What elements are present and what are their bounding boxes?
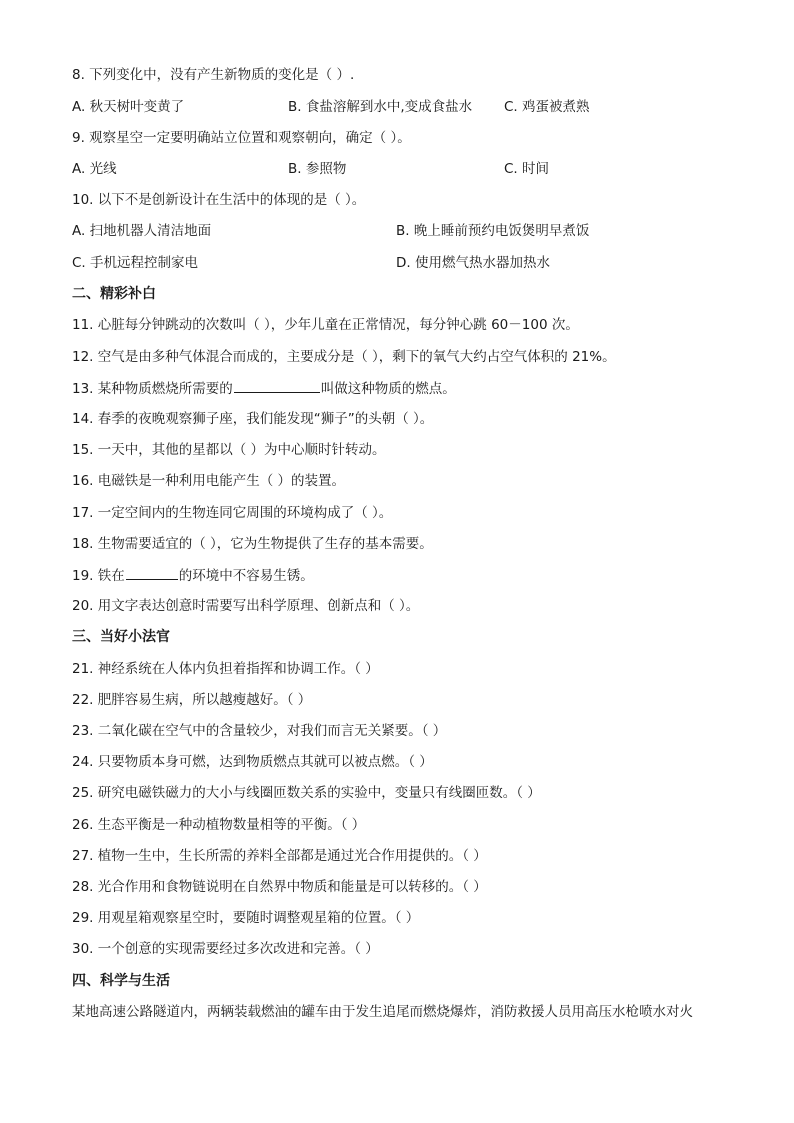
option-d: D. 使用燃气热水器加热水 [396, 255, 550, 271]
option-c: C. 手机远程控制家电 [72, 255, 199, 271]
section-heading-2: 二、精彩补白 [72, 286, 156, 302]
question-11: 11. 心脏每分钟跳动的次数叫（ ），少年儿童在正常情况，每分钟心跳 60－100 次。 [72, 317, 579, 333]
question-21: 21. 神经系统在人体内负担着指挥和协调工作。（ ） [72, 661, 379, 677]
option-a: A. 光线 [72, 161, 117, 177]
question-12: 12. 空气是由多种气体混合而成的，主要成分是（ ），剩下的氧气大约占空气体积的 21%。 [72, 349, 616, 365]
question-10-stem: 10. 以下不是创新设计在生活中的体现的是（ ）。 [72, 192, 366, 208]
question-8 [72, 66, 752, 84]
question-9-stem: 9. 观察星空一定要明确站立位置和观察朝向，确定（ ）。 [72, 130, 411, 146]
question-8-options [72, 98, 752, 116]
question-25: 25. 研究电磁铁磁力的大小与线圈匝数关系的实验中，变量只有线圈匝数。（ ） [72, 785, 541, 801]
option-c: C. 时间 [504, 161, 550, 177]
question-9 [72, 129, 752, 147]
option-b: B. 参照物 [288, 161, 347, 177]
question-13 [72, 379, 752, 398]
option-b: B. 晚上睡前预约电饭煲明早煮饭 [396, 223, 590, 239]
question-10 [72, 191, 752, 209]
option-a: A. 扫地机器人清洁地面 [72, 223, 212, 239]
question-15: 15. 一天中，其他的星都以（ ）为中心顺时针转动。 [72, 442, 386, 458]
passage-text: 某地高速公路隧道内，两辆装载燃油的罐车由于发生追尾而燃烧爆炸，消防救援人员用高压水枪喷水对火 [72, 1004, 693, 1020]
question-30: 30. 一个创意的实现需要经过多次改进和完善。（ ） [72, 941, 379, 957]
question-26: 26. 生态平衡是一种动植物数量相等的平衡。（ ） [72, 817, 366, 833]
section-heading-3: 三、当好小法官 [72, 629, 170, 645]
question-19-before: 19. 铁在 [72, 568, 125, 584]
question-18: 18. 生物需要适宜的（ ），它为生物提供了生存的基本需要。 [72, 536, 433, 552]
answer-blank-line [234, 379, 320, 393]
question-13-before: 13. 某种物质燃烧所需要的 [72, 381, 233, 397]
question-9-options [72, 160, 752, 178]
question-23: 23. 二氧化碳在空气中的含量较少，对我们而言无关紧要。（ ） [72, 723, 447, 739]
option-c: C. 鸡蛋被煮熟 [504, 99, 590, 115]
question-24: 24. 只要物质本身可燃，达到物质燃点其就可以被点燃。（ ） [72, 754, 433, 770]
question-19 [72, 566, 752, 585]
question-19-after: 的环境中不容易生锈。 [178, 568, 314, 584]
question-8-stem: 8. 下列变化中，没有产生新物质的变化是（ ）. [72, 67, 355, 83]
question-29: 29. 用观星箱观察星空时，要随时调整观星箱的位置。（ ） [72, 910, 420, 926]
question-10-options-row2 [72, 254, 752, 272]
question-13-after: 叫做这种物质的燃点。 [320, 381, 456, 397]
question-20: 20. 用文字表达创意时需要写出科学原理、创新点和（ ）。 [72, 598, 420, 614]
question-14: 14. 春季的夜晚观察狮子座，我们能发现“狮子”的头朝（ ）。 [72, 411, 434, 427]
answer-blank-line [126, 566, 178, 580]
question-28: 28. 光合作用和食物链说明在自然界中物质和能量是可以转移的。（ ） [72, 879, 487, 895]
question-17: 17. 一定空间内的生物连同它周围的环境构成了（ ）。 [72, 505, 393, 521]
option-a: A. 秋天树叶变黄了 [72, 99, 185, 115]
question-16: 16. 电磁铁是一种利用电能产生（ ）的装置。 [72, 473, 346, 489]
section-heading-4: 四、科学与生活 [72, 973, 170, 989]
option-b: B. 食盐溶解到水中,变成食盐水 [288, 99, 473, 115]
question-10-options-row1 [72, 222, 752, 240]
question-22: 22. 肥胖容易生病，所以越瘦越好。（ ） [72, 692, 312, 708]
question-27: 27. 植物一生中，生长所需的养料全部都是通过光合作用提供的。（ ） [72, 848, 487, 864]
